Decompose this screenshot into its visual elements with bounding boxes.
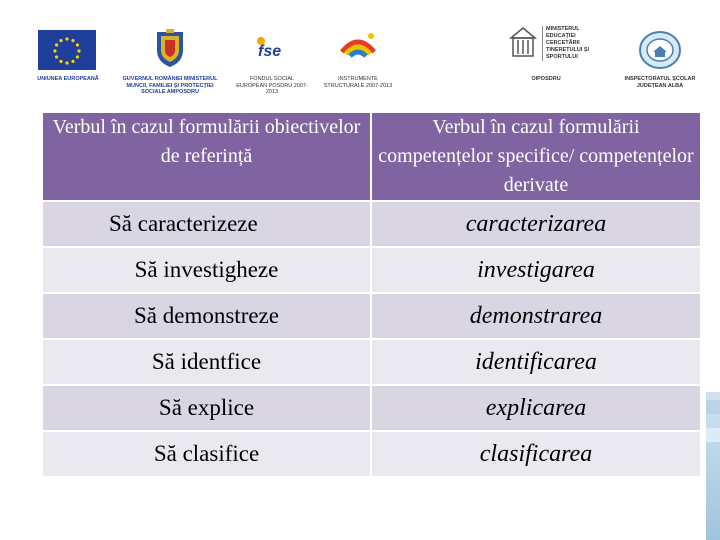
verb-cell: Să identfice	[42, 339, 371, 385]
side-accent-square	[706, 428, 720, 442]
verb-cell: Să demonstreze	[42, 293, 371, 339]
table-row	[42, 339, 701, 385]
isj-caption: INSPECTORATUL ȘCOLAR JUDEȚEAN ALBA	[624, 76, 696, 89]
table-row	[42, 201, 701, 247]
logo-strip	[0, 0, 720, 108]
header-competences: Verbul în cazul formulării competențelor specifice/ competențelor derivate	[371, 112, 701, 201]
romania-coat-icon	[153, 28, 187, 68]
structural-instruments-icon	[336, 28, 380, 68]
table-row	[42, 431, 701, 477]
verb-comparison-table	[41, 111, 702, 478]
noun-cell: explicarea	[371, 385, 701, 431]
table-row	[42, 293, 701, 339]
side-accent-square	[706, 400, 720, 414]
eu-caption: UNIUNEA EUROPEANĂ	[37, 76, 99, 82]
ministry-emblem-icon	[508, 24, 538, 66]
fse-logo-text: fse	[258, 43, 282, 60]
oiposdru-caption: OIPOSDRU	[531, 76, 561, 82]
side-accent-bar	[706, 392, 720, 540]
verb-cell: Să caracterizeze	[42, 201, 371, 247]
verb-cell: Să explice	[42, 385, 371, 431]
verb-cell: Să clasifice	[42, 431, 371, 477]
fse-caption: FONDUL SOCIAL EUROPEAN POSDRU 2007-2013	[236, 76, 308, 95]
noun-cell: identificarea	[371, 339, 701, 385]
noun-cell: caracterizarea	[371, 201, 701, 247]
ministry-name-text: MINISTERUL EDUCAȚIEI CERCETĂRII TINERETULUI ȘI SPORTULUI	[542, 26, 598, 61]
noun-cell: clasificarea	[371, 431, 701, 477]
table-row	[42, 247, 701, 293]
noun-cell: investigarea	[371, 247, 701, 293]
verb-cell: Să investigheze	[42, 247, 371, 293]
isj-alba-icon	[638, 30, 682, 70]
eu-flag-icon	[38, 30, 96, 70]
fse-logo-icon	[252, 32, 292, 60]
structural-instruments-caption: INSTRUMENTE STRUCTURALE 2007-2013	[323, 76, 393, 89]
table-row	[42, 385, 701, 431]
government-caption: GUVERNUL ROMÂNIEI MINISTERUL MUNCII, FAMILIEI ȘI PROTECȚIEI SOCIALE AMPOSDRU	[122, 76, 218, 95]
header-objectives: Verbul în cazul formulării obiectivelor de referință	[42, 112, 371, 201]
noun-cell: demonstrarea	[371, 293, 701, 339]
table-header-row	[42, 112, 701, 201]
